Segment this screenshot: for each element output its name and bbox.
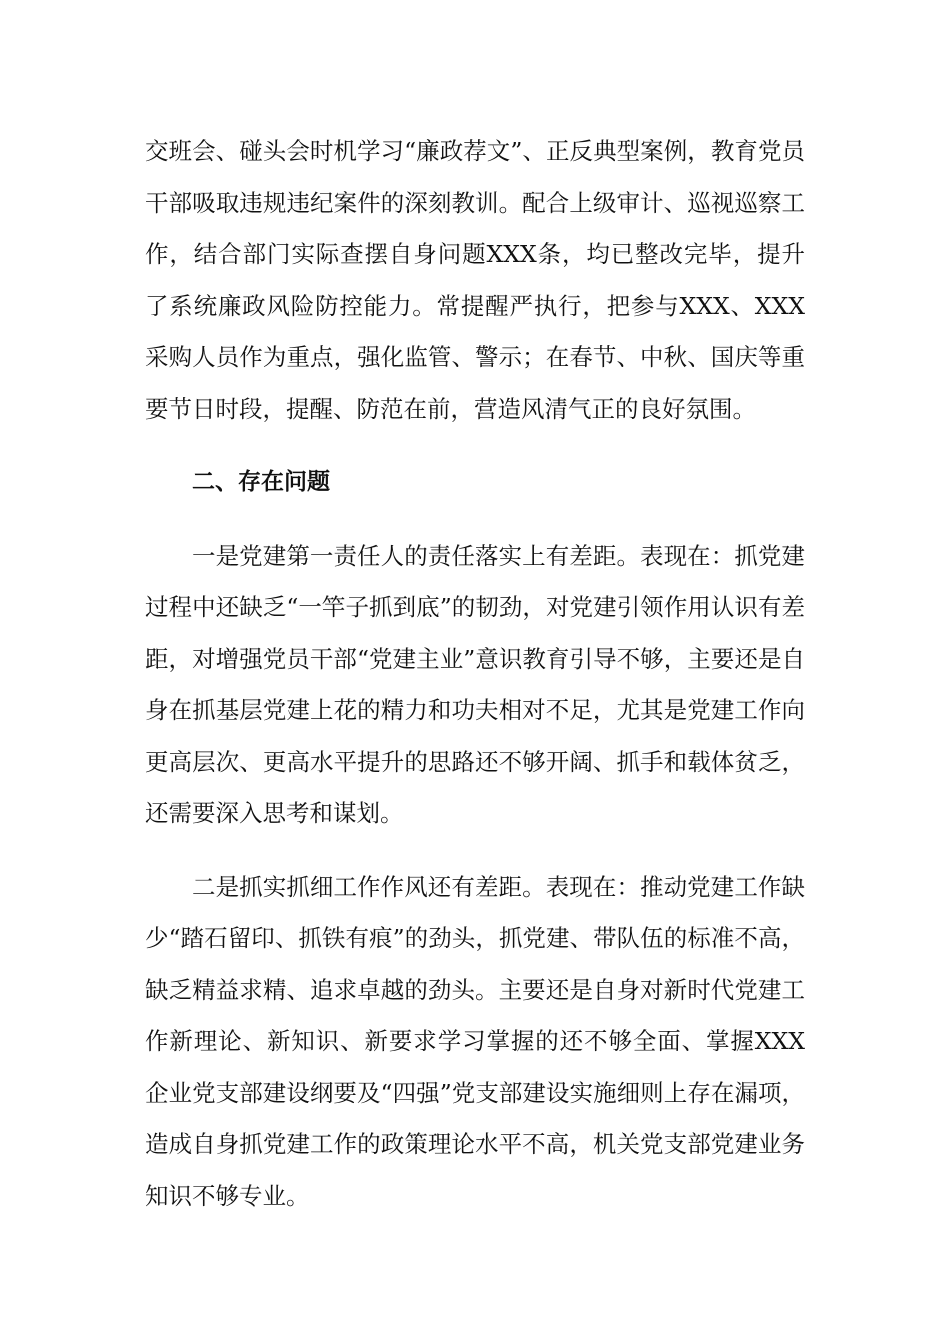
document-body [145, 126, 805, 1222]
paragraph-problem-one: 一是党建第一责任人的责任落实上有差距。表现在：抓党建过程中还缺乏“一竿子抓到底”的韧劲，对党建引领作用认识有差距，对增强党员干部“党建主业”意识教育引导不够，主要还是自身在抓基层党建上花的精力和功夫相对不足，尤其是党建工作向更高层次、更高水平提升的思路还不够开阔、抓手和载体贫乏，还需要深入思考和谋划。 [145, 541, 805, 827]
paragraph-problem-two: 二是抓实抓细工作作风还有差距。表现在：推动党建工作缺少“踏石留印、抓铁有痕”的劲头，抓党建、带队伍的标准不高，缺乏精益求精、追求卓越的劲头。主要还是自身对新时代党建工作新理论、新知识、新要求学习掌握的还不够全面、掌握XXX企业党支部建设纲要及“四强”党支部建设实施细则上存在漏项，造成自身抓党建工作的政策理论水平不高，机关党支部党建业务知识不够专业。 [145, 872, 805, 1210]
paragraph-continued: 交班会、碰头会时机学习“廉政荐文”、正反典型案例，教育党员干部吸取违规违纪案件的深刻教训。配合上级审计、巡视巡察工作，结合部门实际查摆自身问题XXX条，均已整改完毕，提升了系统廉政风险防控能力。常提醒严执行，把参与XXX、XXX采购人员作为重点，强化监管、警示；在春节、中秋、国庆等重要节日时段，提醒、防范在前，营造风清气正的良好氛围。 [145, 137, 805, 423]
section-heading: 二、存在问题 [192, 469, 330, 495]
